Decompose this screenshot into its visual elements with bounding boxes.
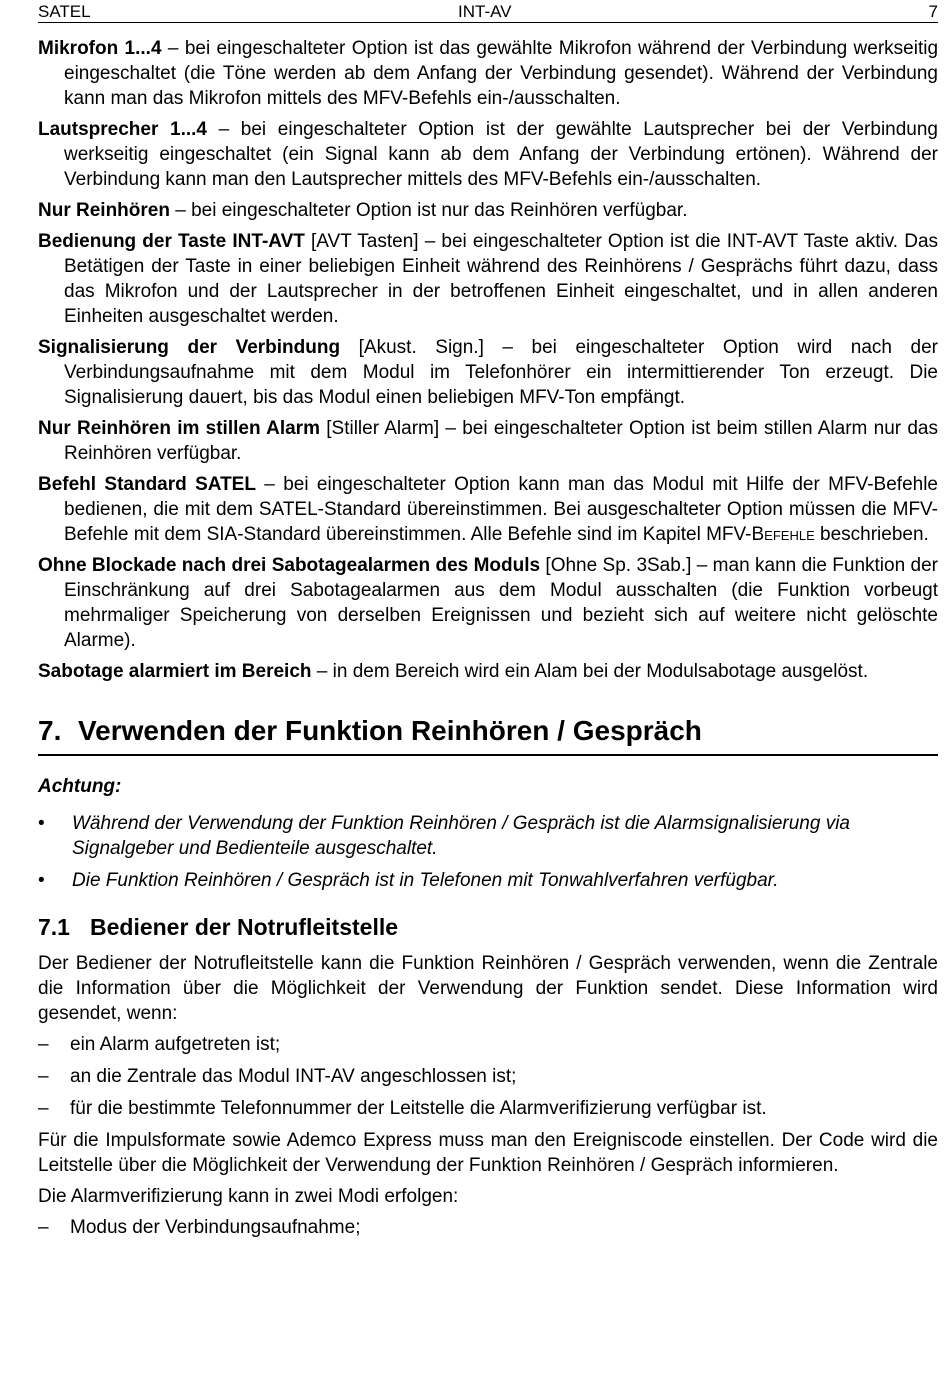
definition-text: – in dem Bereich wird ein Alam bei der Modulsabotage ausgelöst.	[311, 661, 869, 682]
section-title: Verwenden der Funktion Reinhören / Gespräch	[78, 715, 702, 746]
dash-icon: –	[38, 1066, 49, 1087]
definition-item	[38, 117, 938, 192]
bullet-icon: •	[38, 870, 45, 891]
mode-list	[38, 1215, 938, 1240]
list-item	[38, 1032, 938, 1057]
definition-term: Nur Reinhören	[38, 200, 170, 221]
paragraph: Der Bediener der Notrufleitstelle kann die Funktion Reinhören / Gespräch verwenden, wenn die Zentrale die Information über die Möglichkeit der Verwendung der Funktion sendet. Diese Information wird gesendet, wenn:	[38, 953, 938, 1024]
definition-item	[38, 36, 938, 111]
header-page-number: 7	[928, 2, 938, 21]
option-definitions	[38, 36, 938, 684]
definition-text: [Akust. Sign.] – bei eingeschalteter Option wird nach der Verbindungsaufnahme mit dem Modul im Telefonhörer ein intermittierender Ton erzeugt. Die Signalisierung dauert, bis das Modul einen beliebigen MFV-Ton empfängt.	[64, 337, 938, 408]
chapter-reference: MFV-Befehle	[706, 524, 815, 545]
note-item	[38, 811, 938, 861]
definition-term: Bedienung der Taste INT-AVT	[38, 231, 305, 252]
definition-text: – bei eingeschalteter Option ist nur das Reinhören verfügbar.	[169, 200, 688, 221]
header-product: INT-AV	[458, 2, 512, 21]
list-item-text: Modus der Verbindungsaufnahme;	[70, 1217, 361, 1238]
list-item-text: an die Zentrale das Modul INT-AV angeschlossen ist;	[70, 1066, 517, 1087]
definition-text: [AVT Tasten] – bei eingeschalteter Option ist die INT-AVT Taste aktiv. Das Betätigen der Taste in einer beliebigen Einheit während des Reinhörens / Gesprächs führt dazu, dass das Mikrofon und der Lautsprecher in der betroffenen Einheit eingeschaltet, und in allen anderen Einheiten ausgeschaltet werden.	[64, 231, 939, 327]
section-7-1-heading	[38, 913, 938, 941]
definition-term: Sabotage alarmiert im Bereich	[38, 661, 312, 682]
definition-text: [Ohne Sp. 3Sab.] – man kann die Funktion der Einschränkung auf drei Sabotagealarmen aus dem Modul ausschalten (die Funktion vorbeugt mehrmaliger Speicherung von derselben Ereignissen und bezieht sich auf weitere nicht gelöschte Alarme).	[64, 555, 938, 651]
note-text: Während der Verwendung der Funktion Reinhören / Gespräch ist die Alarmsignalisierung via Signalgeber und Bedienteile ausgeschaltet.	[72, 813, 850, 859]
note-item	[38, 868, 938, 893]
paragraph: Die Alarmverifizierung kann in zwei Modi erfolgen:	[38, 1186, 459, 1207]
page-header	[38, 0, 938, 23]
condition-list	[38, 1032, 938, 1121]
definition-term: Ohne Blockade nach drei Sabotagealarmen des Moduls	[38, 555, 541, 576]
note-list	[38, 811, 938, 893]
definition-term: Mikrofon 1...4	[38, 38, 162, 59]
definition-text: [Stiller Alarm] – bei eingeschalteter Option ist beim stillen Alarm nur das Reinhören verfügbar.	[64, 418, 938, 464]
note-title: Achtung:	[38, 776, 122, 797]
bullet-icon: •	[38, 813, 45, 834]
definition-item	[38, 229, 938, 329]
list-item-text: für die bestimmte Telefonnummer der Leitstelle die Alarmverifizierung verfügbar ist.	[70, 1098, 767, 1119]
dash-icon: –	[38, 1034, 49, 1055]
list-item	[38, 1096, 938, 1121]
definition-text: – bei eingeschalteter Option ist das gewählte Mikrofon während der Verbindung werkseitig eingeschaltet (die Töne werden ab dem Anfang der Verbindung gesendet). Während der Verbindung kann man das Mikrofon mittels des MFV-Befehls ein-/ausschalten.	[64, 38, 939, 109]
subsection-title: Bediener der Notrufleitstelle	[90, 914, 399, 940]
definition-item	[38, 335, 938, 410]
definition-term: Signalisierung der Verbindung	[38, 337, 341, 358]
definition-item	[38, 416, 938, 466]
header-company: SATEL	[38, 2, 91, 21]
list-item	[38, 1215, 938, 1240]
paragraph: Für die Impulsformate sowie Ademco Express muss man den Ereigniscode einstellen. Der Code wird die Leitstelle über die Möglichkeit der Verwendung der Funktion Reinhören / Gespräch informieren.	[38, 1130, 938, 1176]
page-content	[38, 36, 938, 1247]
definition-term: Befehl Standard SATEL	[38, 474, 256, 495]
definition-text: – bei eingeschalteter Option ist der gewählte Lautsprecher bei der Verbindung werkseitig eingeschaltet (ein Signal kann ab dem Anfang der Verbindung ertönen). Während der Verbindung kann man den Lautsprecher mittels des MFV-Befehls ein-/ausschalten.	[64, 119, 938, 190]
section-7-heading	[38, 714, 938, 756]
definition-term: Lautsprecher 1...4	[38, 119, 207, 140]
dash-icon: –	[38, 1217, 49, 1238]
list-item-text: ein Alarm aufgetreten ist;	[70, 1034, 281, 1055]
list-item	[38, 1064, 938, 1089]
definition-item	[38, 553, 938, 653]
definition-item	[38, 659, 938, 684]
section-number: 7.	[38, 715, 62, 746]
definition-text: – bei eingeschalteter Option kann man das Modul mit Hilfe der MFV-Befehle bedienen, die mit dem SATEL-Standard übereinstimmen. Bei ausgeschalteter Option müssen die MFV-Befehle mit dem SIA-Standard übereinstimmen. Alle Befehle sind im Kapitel	[64, 474, 938, 545]
note-text: Die Funktion Reinhören / Gespräch ist in Telefonen mit Tonwahlverfahren verfügbar.	[72, 870, 779, 891]
definition-text-tail: beschrieben.	[814, 524, 929, 545]
subsection-number: 7.1	[38, 914, 70, 940]
definition-item	[38, 472, 938, 547]
dash-icon: –	[38, 1098, 49, 1119]
definition-item	[38, 198, 938, 223]
definition-term: Nur Reinhören im stillen Alarm	[38, 418, 320, 439]
